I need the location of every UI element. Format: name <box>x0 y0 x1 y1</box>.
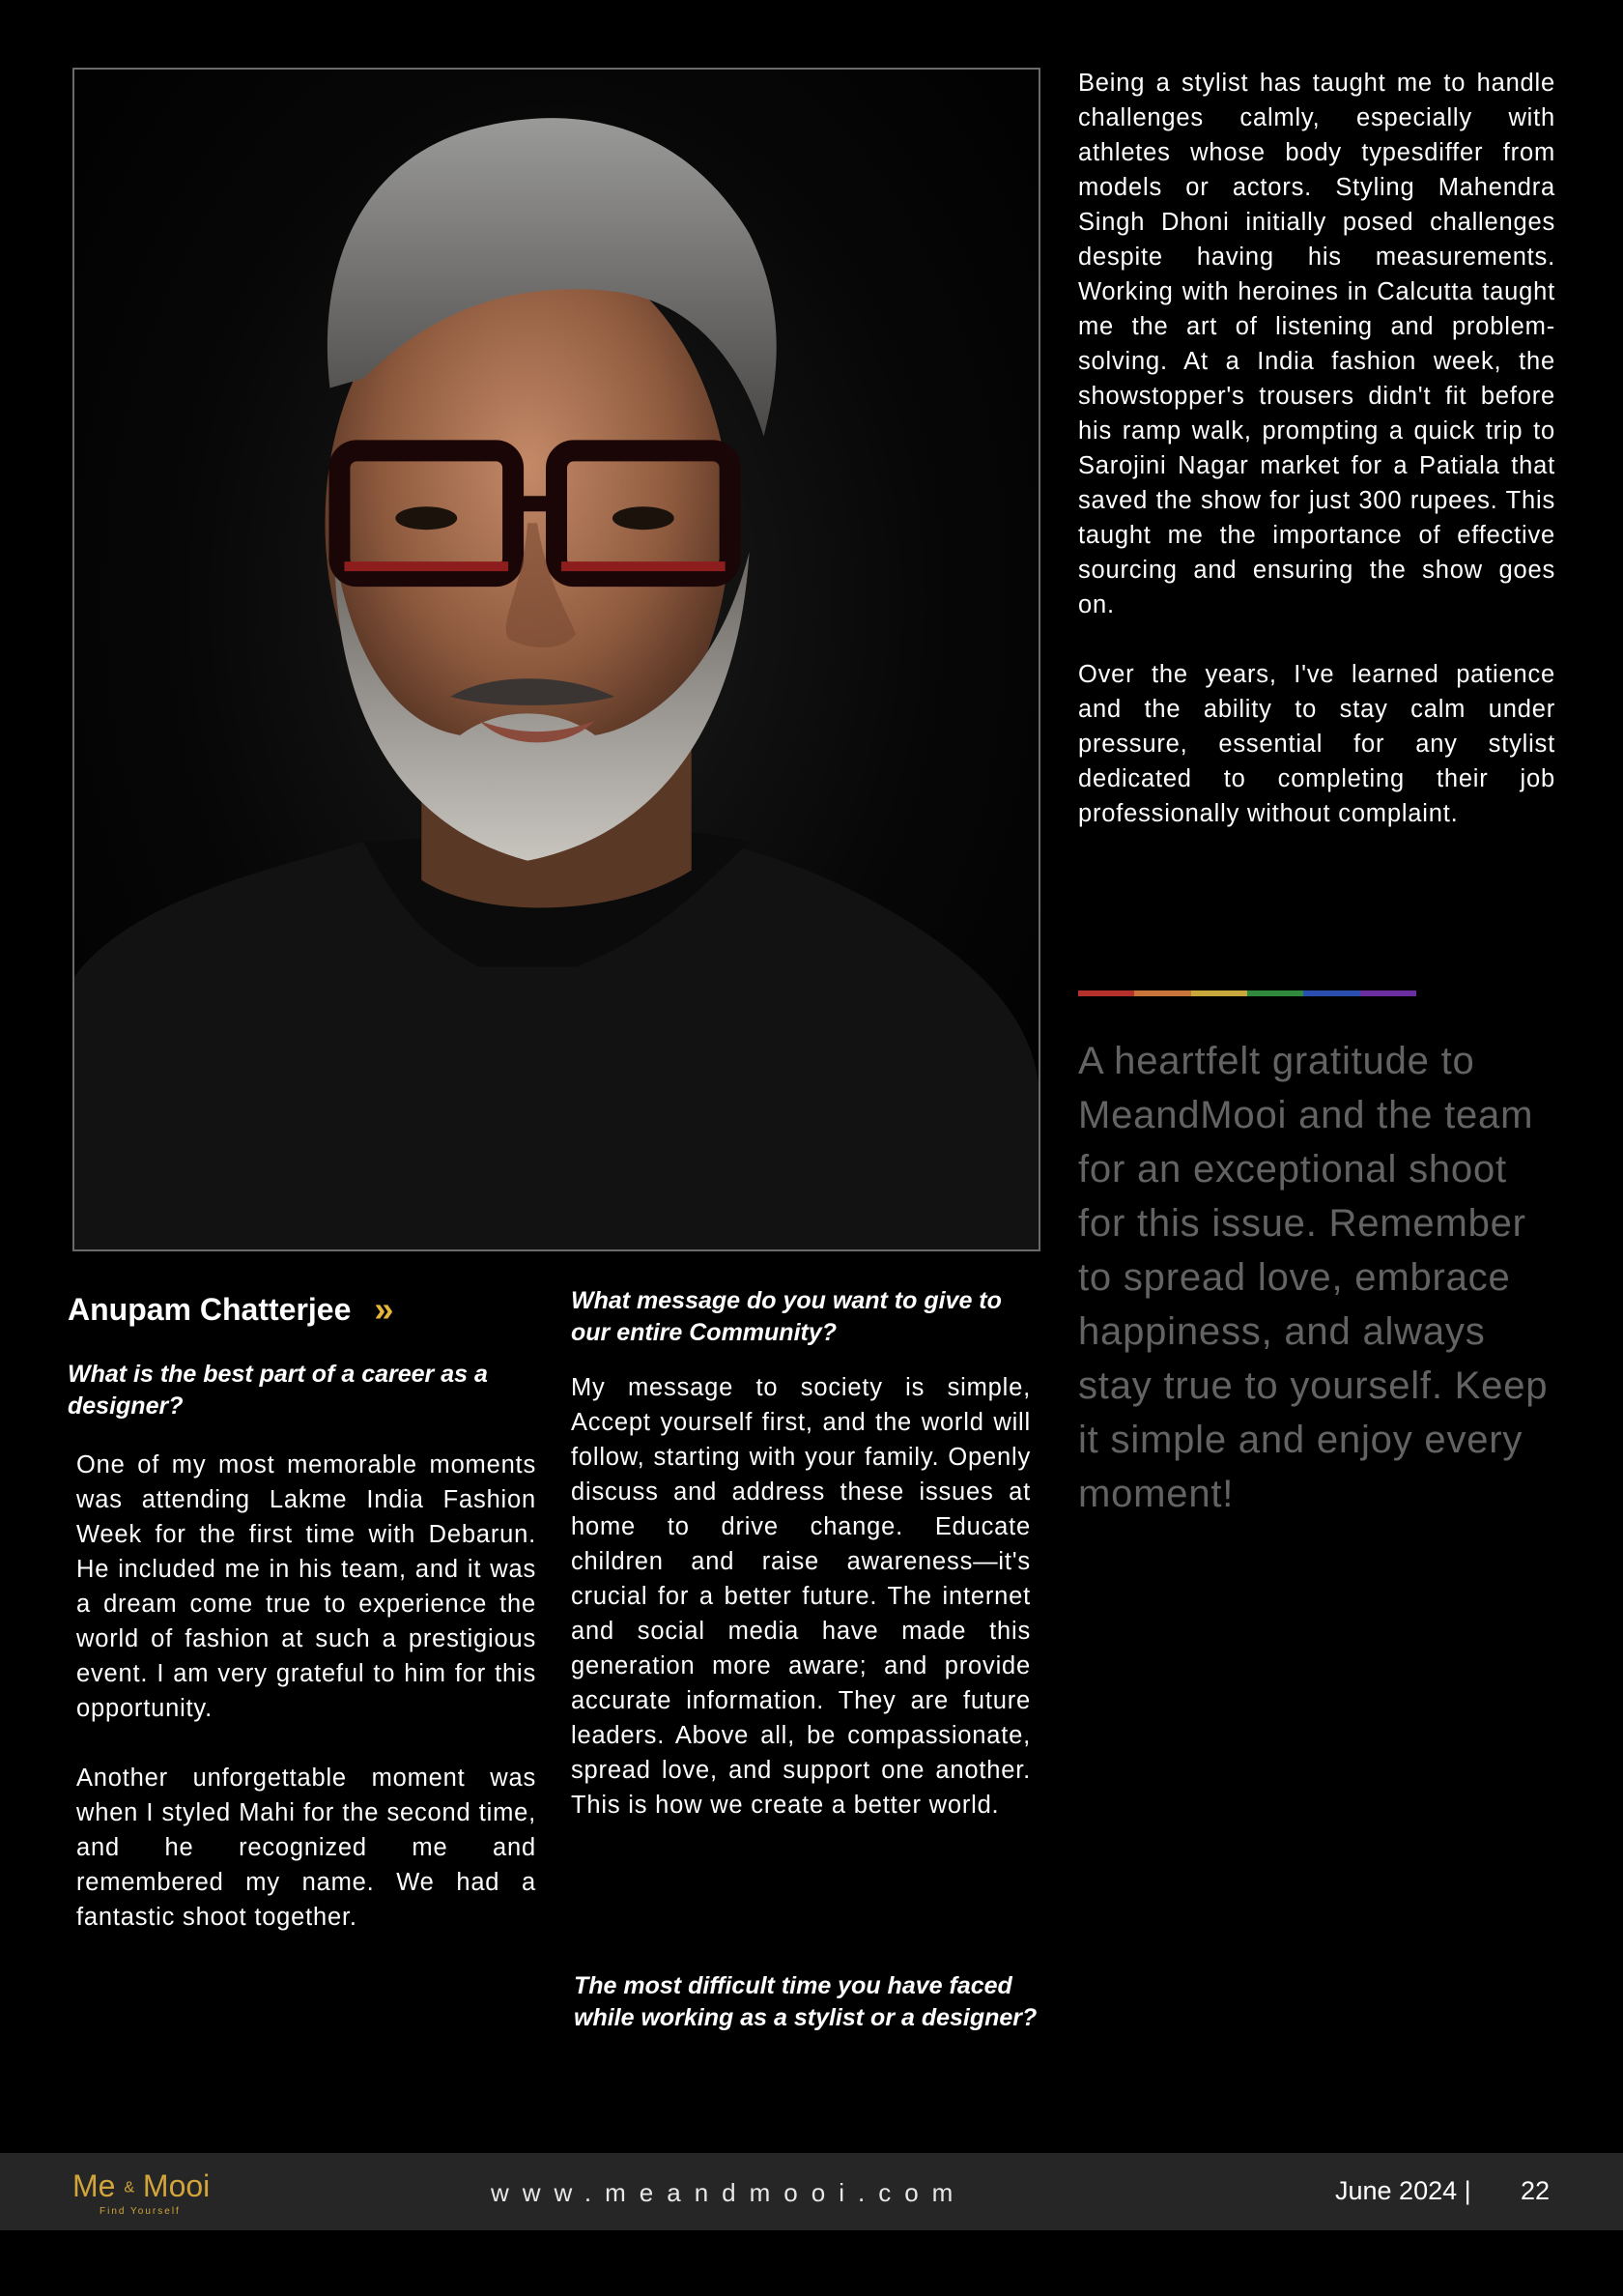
column2-answer: My message to society is simple, Accept yourself first, and the world will follow, starting with your family. Openly discuss and address these issues at home to drive change. Educate children and raise awareness—it's crucial for a better future. The internet and social media have made this generation more aware; and provide accurate information. They are future leaders. Above all, be compassionate, spread love, and support one another. This is how we create a better world. <box>571 1374 1031 1819</box>
page-number: 22 <box>1521 2176 1551 2205</box>
logo-tagline: Find Yourself <box>100 2205 181 2217</box>
page-footer <box>0 2153 1623 2230</box>
column2-question-community: What message do you want to give to our entire Community? <box>571 1287 1002 1346</box>
logo-wordmark <box>72 2170 210 2204</box>
rainbow-divider <box>1078 990 1416 996</box>
column2-question-difficult: The most difficult time you have faced while working as a stylist or a designer? <box>574 1972 1038 2031</box>
website-link[interactable]: www.meandmooi.com <box>491 2178 967 2207</box>
profile-name-row <box>68 1285 385 1334</box>
column1-paragraph: Another unforgettable moment was when I styled Mahi for the second time, and he recognized me and remembered my name. We had a fantastic shoot together. <box>76 1765 536 1931</box>
column1-body <box>76 1448 536 1935</box>
rainbow-segment <box>1247 990 1303 996</box>
column3-body <box>1078 66 1555 831</box>
column3-paragraph: Being a stylist has taught me to handle challenges calmly, especially with athletes whose body typesdiffer from models or actors. Styling Mahendra Singh Dhoni initially posed challenges despite having his measurements. Working with heroines in Calcutta taught me the art of listening and problem-solving. At a India fashion week, the showstopper's trousers didn't fit before his ramp walk, prompting a quick trip to Sarojini Nagar market for a Patiala that saved the show for just 300 rupees. This taught me the importance of effective sourcing and ensuring the show goes on. <box>1078 70 1555 618</box>
rainbow-segment <box>1303 990 1359 996</box>
logo-ampersand: & <box>124 2179 135 2196</box>
logo-word-mooi: Mooi <box>142 2168 211 2203</box>
profile-name: Anupam Chatterjee <box>68 1291 352 1327</box>
double-chevron-right-icon: » <box>374 1289 386 1329</box>
rainbow-segment <box>1134 990 1190 996</box>
portrait-photo <box>72 68 1040 1251</box>
rainbow-segment <box>1360 990 1416 996</box>
column3-paragraph: Over the years, I've learned patience and the ability to stay calm under pressure, essential for any stylist dedicated to completing their job professionally without complaint. <box>1078 661 1555 827</box>
logo-word-me: Me <box>72 2168 116 2203</box>
rainbow-segment <box>1191 990 1247 996</box>
pull-quote: A heartfelt gratitude to MeandMooi and the team for an exceptional shoot for this issue. Remember to spread love, embrace happiness, and always stay true to yourself. Keep it simple and enjoy every moment! <box>1078 1040 1549 1515</box>
brand-logo[interactable] <box>72 2170 210 2217</box>
rainbow-segment <box>1078 990 1134 996</box>
column1-question: What is the best part of a career as a designer? <box>68 1361 488 1420</box>
column1-paragraph: One of my most memorable moments was attending Lakme India Fashion Week for the first time with Debarun. He included me in his team, and it was a dream come true to experience the world of fashion at such a prestigious event. I am very grateful to him for this opportunity. <box>76 1451 536 1722</box>
issue-date: June 2024 | <box>1335 2176 1471 2205</box>
portrait-illustration <box>74 70 1039 1249</box>
column2-body <box>571 1370 1031 1822</box>
